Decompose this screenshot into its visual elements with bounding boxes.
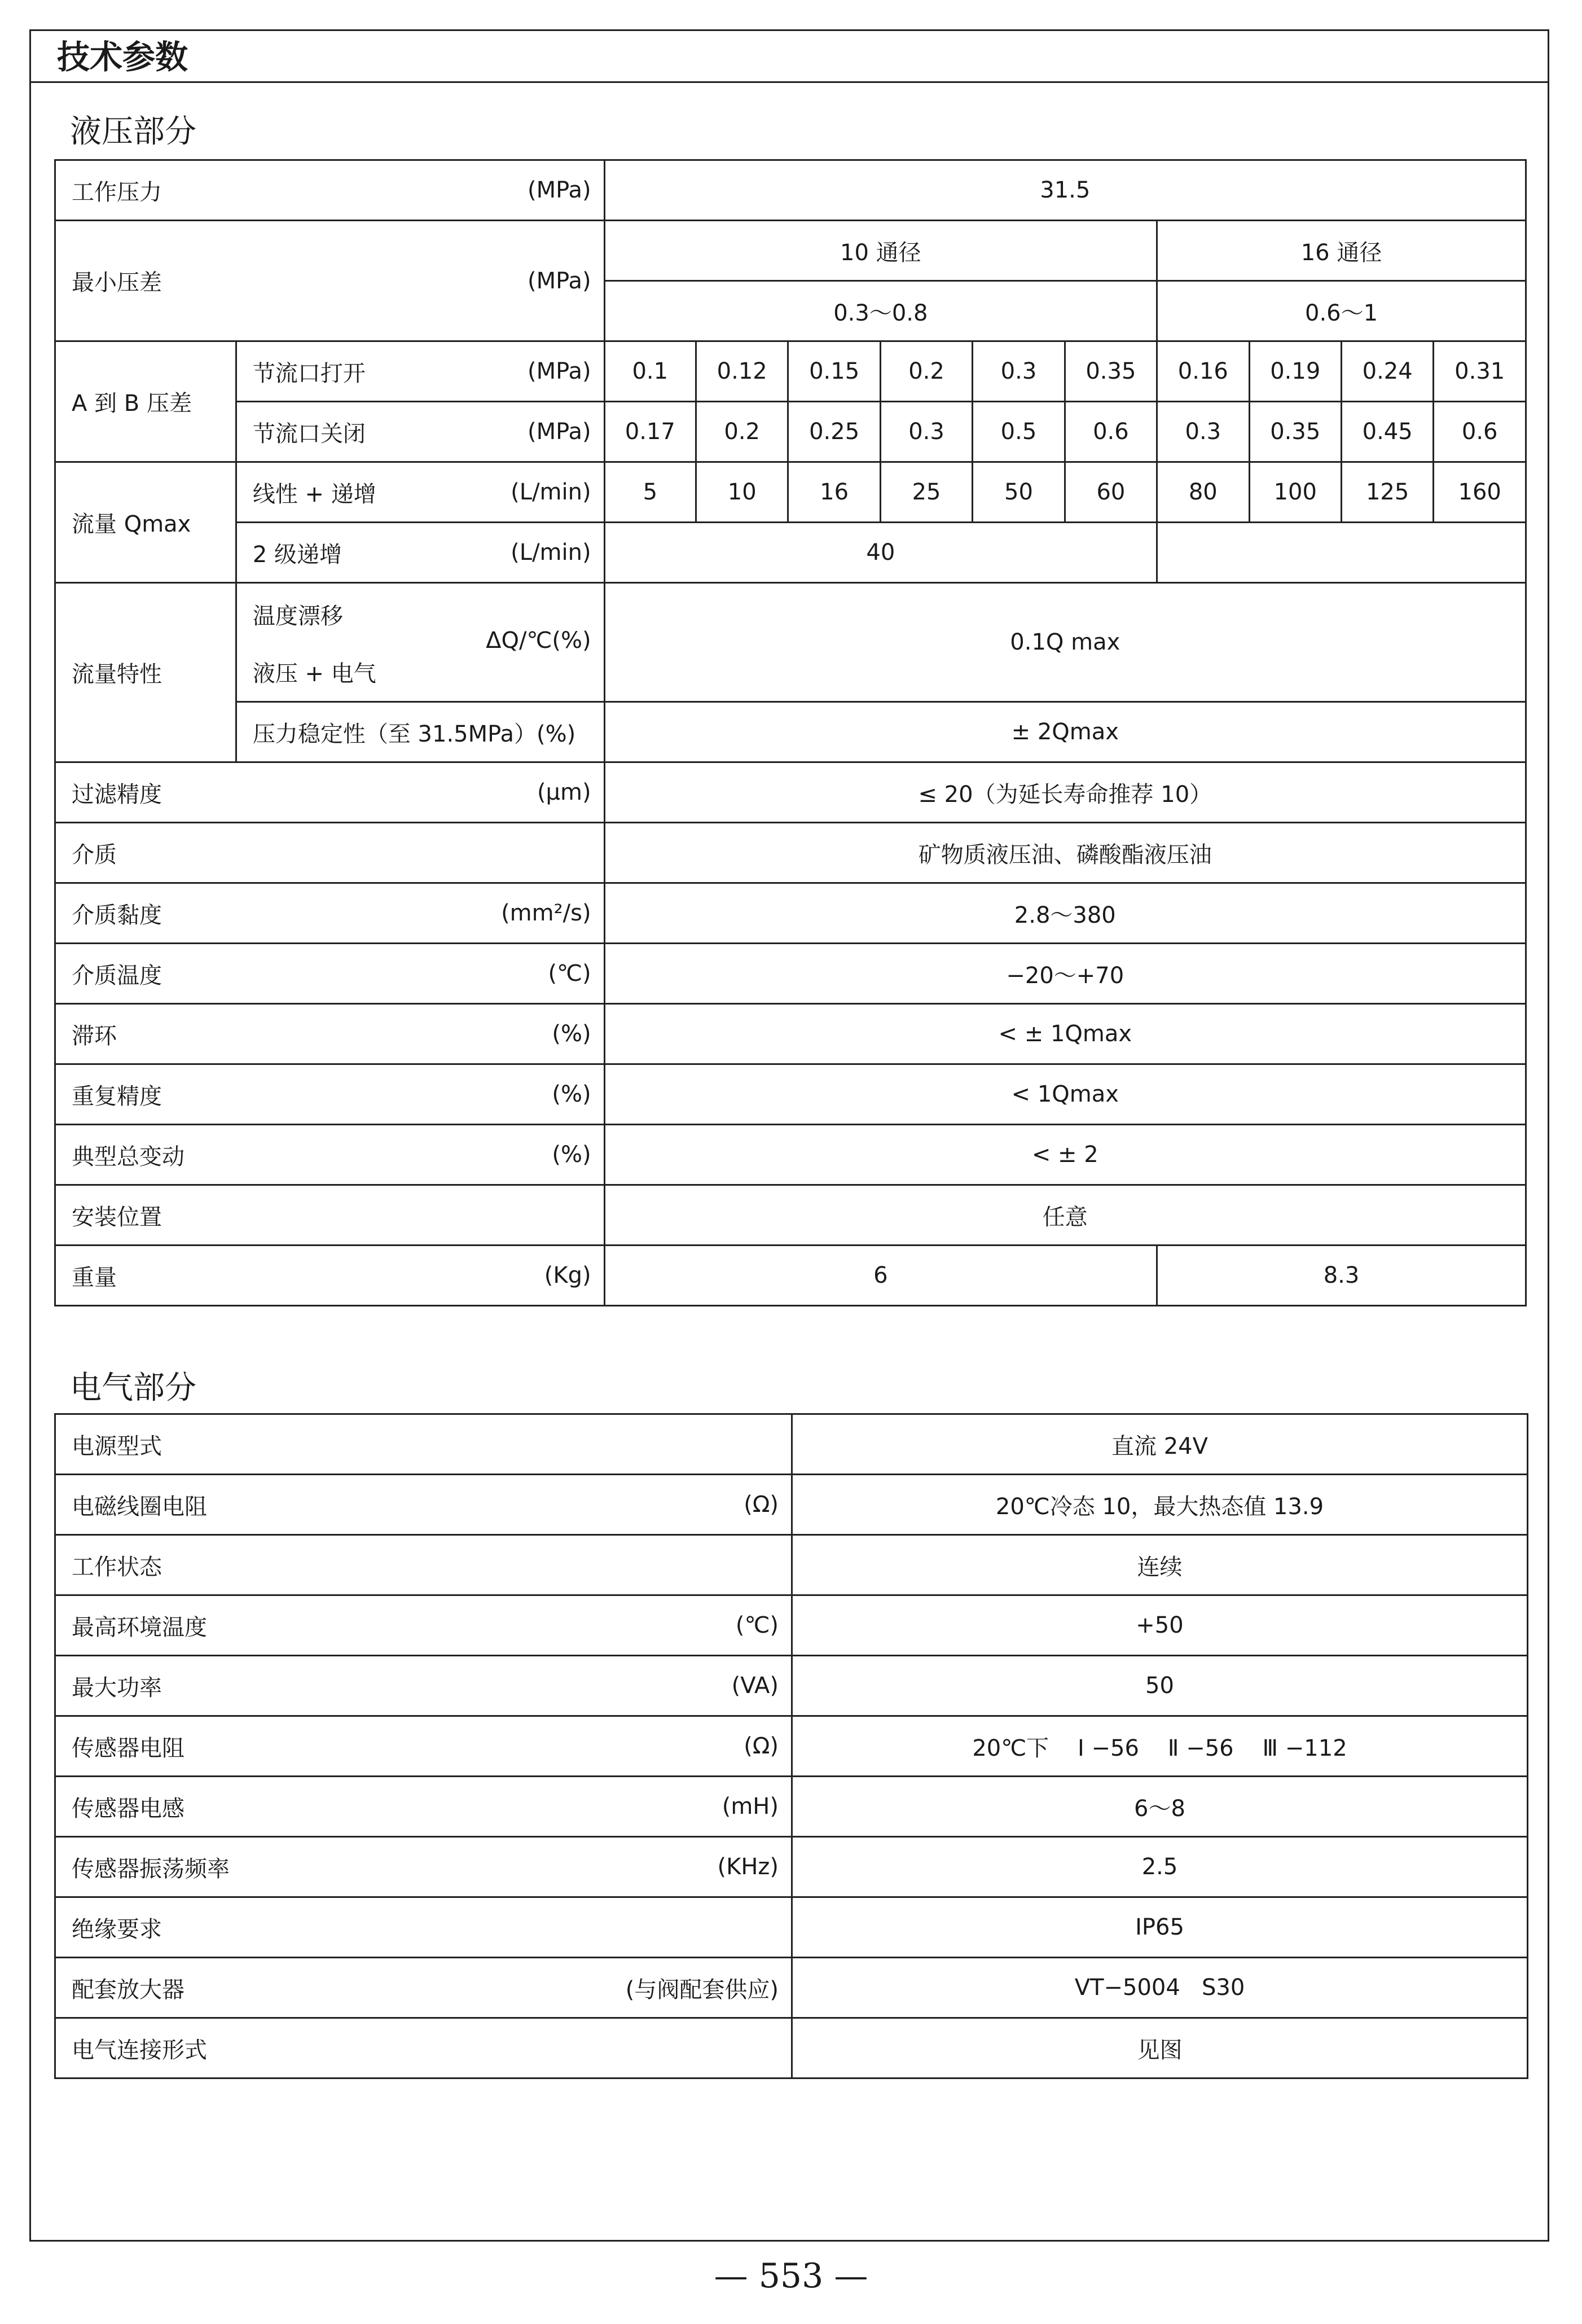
row-flow-two-stage [55,523,1526,583]
ab-closed-value: 0.35 [1249,402,1341,462]
row-label: 最高环境温度 [72,1614,207,1641]
ab-open-value: 0.2 [880,341,972,402]
flow-char-value: 0.1Q max [604,583,1526,702]
row-value: 矿物质液压油、磷酸酯液压油 [604,823,1526,883]
table-row [55,1716,1528,1777]
table-row [55,1004,1526,1064]
row-value: 50 [792,1656,1528,1716]
flow-linear-label: 线性 + 递增 [252,481,376,507]
ab-closed-value: 0.25 [788,402,880,462]
working-pressure-unit: (MPa) [528,177,591,203]
table-row [55,823,1526,883]
pressure-stability-label: 压力稳定性（至 31.5MPa）(%) [252,721,576,747]
row-label: 传感器电阻 [72,1735,184,1761]
flow-two-stage-empty [1157,523,1526,583]
row-value: 2.5 [792,1837,1528,1897]
row-value: < ± 1Qmax [604,1004,1526,1064]
flow-linear-value: 10 [696,462,788,523]
row-unit: (℃) [548,961,591,986]
row-value: +50 [792,1595,1528,1656]
ab-open-value: 0.24 [1341,341,1433,402]
row-unit: (Ω) [744,1492,779,1518]
row-value: −20～+70 [604,944,1526,1004]
ab-open-value: 0.16 [1157,341,1249,402]
row-working-pressure [55,160,1526,221]
flow-linear-unit: (L/min) [511,479,591,505]
flow-linear-value: 80 [1157,462,1249,523]
row-label: 过滤精度 [72,781,162,808]
flow-linear-value: 125 [1341,462,1433,523]
electrical-table [54,1413,1528,2079]
ab-closed-value: 0.3 [1157,402,1249,462]
table-row [55,1777,1528,1837]
row-value: VT−5004 S30 [792,1958,1528,2018]
flow-two-stage-label: 2 级递增 [252,541,342,568]
row-value: 见图 [792,2018,1528,2079]
ab-open-value: 0.31 [1434,341,1526,402]
row-label: 介质 [72,841,117,868]
flow-two-stage-unit: (L/min) [511,540,591,565]
ab-open-value: 0.19 [1249,341,1341,402]
row-ab-open [55,341,1526,402]
row-value: 20℃下 Ⅰ −56 Ⅱ −56 Ⅲ −112 [792,1716,1528,1777]
row-label: 绝缘要求 [72,1916,162,1942]
row-value: < ± 2 [604,1125,1526,1185]
row-label: 传感器振荡频率 [72,1856,230,1882]
working-pressure-value: 31.5 [604,160,1526,221]
table-row [55,1185,1526,1246]
ab-closed-value: 0.3 [880,402,972,462]
ab-closed-value: 0.17 [604,402,696,462]
row-unit: (mm²/s) [501,900,591,926]
min-diff-label: 最小压差 [72,270,162,296]
min-diff-value16: 0.6～1 [1157,281,1526,341]
electrical-section-title: 电气部分 [70,1370,196,1406]
pressure-stability-value: ± 2Qmax [604,702,1526,762]
row-label: 介质温度 [72,962,162,989]
row-value: IP65 [792,1897,1528,1958]
bore16-header: 16 通径 [1157,221,1526,281]
row-value: 20℃冷态 10，最大热态值 13.9 [792,1475,1528,1535]
table-row [55,762,1526,823]
flow-linear-value: 160 [1434,462,1526,523]
ab-open-unit: (MPa) [528,358,591,384]
ab-closed-value: 0.6 [1065,402,1157,462]
flow-linear-value: 5 [604,462,696,523]
row-unit: (与阀配套供应) [625,1976,779,2003]
row-flow-char [55,583,1526,702]
ab-closed-label: 节流口关闭 [252,420,366,447]
flow-char-unit: ΔQ/℃(%) [486,628,591,654]
min-diff-value10: 0.3～0.8 [604,281,1157,341]
table-row [55,1595,1528,1656]
ab-open-value: 0.3 [973,341,1065,402]
ab-closed-value: 0.6 [1434,402,1526,462]
ab-open-label: 节流口打开 [252,360,366,387]
row-value: 6～8 [792,1777,1528,1837]
weight-unit: (Kg) [544,1262,591,1288]
hydraulic-section-title: 液压部分 [70,113,196,150]
table-row [55,1414,1528,1475]
bore10-header: 10 通径 [604,221,1157,281]
flow-linear-value: 16 [788,462,880,523]
title-bar [31,31,1548,83]
table-row [55,1064,1526,1125]
row-label: 最大功率 [72,1674,162,1701]
row-value: 2.8～380 [604,883,1526,944]
row-weight [55,1246,1526,1306]
row-value: 直流 24V [792,1414,1528,1475]
row-label: 配套放大器 [72,1976,184,2003]
row-value: 连续 [792,1535,1528,1595]
row-label: 滞环 [72,1023,117,1049]
row-unit: (℃) [735,1612,779,1638]
row-label: 工作状态 [72,1554,162,1580]
row-label: 电气连接形式 [72,2037,207,2063]
flow-linear-value: 25 [880,462,972,523]
row-ab-closed [55,402,1526,462]
flow-linear-value: 60 [1065,462,1157,523]
row-pressure-stability [55,702,1526,762]
working-pressure-label: 工作压力 [72,179,162,205]
temp-drift-label: 温度漂移 [252,603,343,629]
flow-two-stage-value: 40 [604,523,1157,583]
row-unit: (VA) [731,1673,779,1699]
table-row [55,1837,1528,1897]
table-row [55,1958,1528,2018]
row-value: 任意 [604,1185,1526,1246]
table-row [55,1535,1528,1595]
flow-linear-value: 100 [1249,462,1341,523]
ab-closed-unit: (MPa) [528,419,591,445]
weight-label: 重量 [72,1264,117,1291]
row-unit: (%) [552,1142,591,1168]
ab-open-value: 0.12 [696,341,788,402]
ab-open-value: 0.15 [788,341,880,402]
flow-linear-value: 50 [973,462,1065,523]
weight-value16: 8.3 [1157,1246,1526,1306]
row-unit: (Ω) [744,1733,779,1759]
row-flow-linear [55,462,1526,523]
row-label: 传感器电感 [72,1795,184,1822]
flow-char-label: 流量特性 [72,661,162,687]
row-label: 电源型式 [72,1433,162,1459]
row-unit: (KHz) [717,1854,779,1880]
row-label: 介质黏度 [72,902,162,928]
ab-closed-value: 0.2 [696,402,788,462]
weight-value10: 6 [604,1246,1157,1306]
table-row [55,944,1526,1004]
table-row [55,1656,1528,1716]
ab-diff-label: A 到 B 压差 [72,391,192,416]
page-number: — 553 — [714,2256,868,2296]
row-unit: (μm) [537,779,591,805]
hyd-elec-label: 液压 + 电气 [252,661,376,687]
table-row [55,883,1526,944]
hydraulic-table [54,159,1527,1306]
row-label: 安装位置 [72,1204,162,1230]
row-min-diff [55,221,1526,281]
row-label: 典型总变动 [72,1143,184,1170]
table-row [55,1897,1528,1958]
ab-closed-value: 0.45 [1341,402,1433,462]
row-value: ≤ 20（为延长寿命推荐 10） [604,762,1526,823]
row-value: < 1Qmax [604,1064,1526,1125]
ab-closed-value: 0.5 [973,402,1065,462]
ab-open-value: 0.35 [1065,341,1157,402]
table-row [55,1475,1528,1535]
ab-open-value: 0.1 [604,341,696,402]
row-unit: (%) [552,1021,591,1047]
row-unit: (mH) [722,1794,779,1819]
row-label: 重复精度 [72,1083,162,1110]
min-diff-unit: (MPa) [528,268,591,294]
table-row [55,1125,1526,1185]
table-row [55,2018,1528,2079]
flow-label: 流量 Qmax [72,511,191,537]
row-label: 电磁线圈电阻 [72,1493,207,1520]
row-unit: (%) [552,1081,591,1107]
page-title: 技术参数 [57,38,188,76]
